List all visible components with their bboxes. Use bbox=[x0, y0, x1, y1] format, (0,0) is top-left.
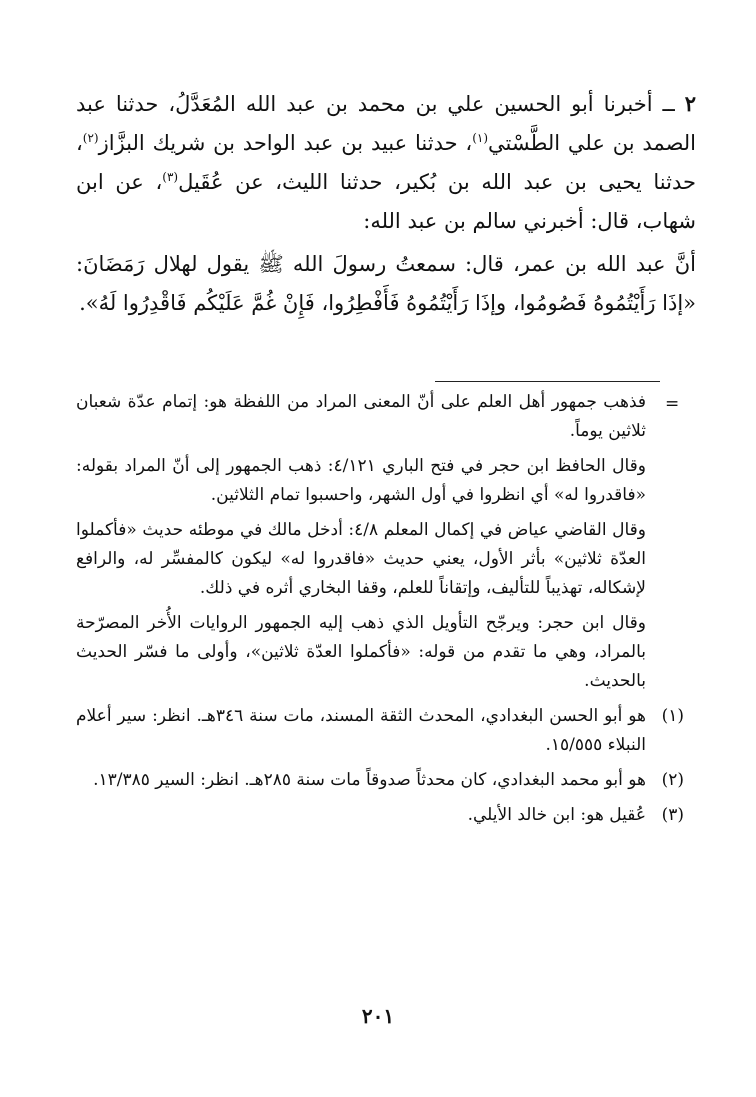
isnad-part-1: أخبرنا أبو الحسين علي بن محمد بن عبد الله المُعَدَّلُ، حدثنا عبد الصمد بن علي الطَّسْتي bbox=[76, 92, 697, 155]
footnote-continuation-3: وقال القاضي عياض في إكمال المعلم ٤/٨: أدخل مالك في موطئه حديث «فأكملوا العدّة ثلاثين» بأثر الأول، يعني حديث «فاقدروا له» ليكون كالمفسِّر له، والرافع لإشكاله، تهذيباً للتأليف، وإتقاناً للعلم، وقفا البخاري أثره في ذلك. bbox=[76, 520, 646, 598]
footnote-ref-1: (١) bbox=[472, 131, 489, 145]
footnote-ref-2: (٢) bbox=[82, 131, 99, 145]
footnote-ref-3: (٣) bbox=[162, 170, 179, 184]
hadith-dash: ــ bbox=[652, 92, 685, 116]
footnote-continuation-1: فذهب جمهور أهل العلم على أنّ المعنى المراد من اللفظة هو: إتمام عدّة شعبان ثلاثين يوماً. bbox=[76, 392, 646, 441]
continuation-mark: = bbox=[665, 394, 680, 414]
isnad-part-4: ، عن ابن شهاب، قال: أخبرني سالم بن عبد الله: bbox=[76, 170, 696, 233]
footnote-continuation-4: وقال ابن حجر: ويرجّح التأويل الذي ذهب إليه الجمهور الروايات الأُخر المصرّحة بالمراد، وهي ما تقدم من قوله: «فأكملوا العدّة ثلاثين»، وأولى ما فسّر الحديث بالحديث. bbox=[76, 613, 646, 691]
isnad-part-2: ، حدثنا عبيد بن عبد الواحد بن شريك البزَّاز bbox=[98, 131, 473, 155]
hadith-number: ٢ bbox=[684, 91, 696, 116]
hadith-matn: أنَّ عبد الله بن عمر، قال: سمعتُ رسولَ الله ﷺ يقول لهلال رَمَضَانَ: «إذَا رَأَيْتُمُوهُ فَصُومُوا، وإذَا رَأَيْتُمُوهُ فَأَفْطِرُوا، فَإِنْ غُمَّ عَلَيْكُم فَاقْدِرُوا لَهُ». bbox=[76, 252, 696, 315]
footnote-marker-2: (٢) bbox=[661, 770, 684, 790]
footnote-divider bbox=[435, 381, 660, 382]
footnotes bbox=[76, 388, 684, 830]
footnote-2 bbox=[76, 766, 684, 795]
footnote-1 bbox=[76, 702, 684, 760]
footnote-marker-1: (١) bbox=[661, 706, 684, 726]
footnote-text-1: هو أبو الحسن البغدادي، المحدث الثقة المسند، مات سنة ٣٤٦هـ. انظر: سير أعلام النبلاء ١٥/٥٥٥. bbox=[76, 706, 647, 755]
page-number: ٢٠١ bbox=[361, 1004, 395, 1028]
main-text bbox=[76, 84, 696, 323]
footnote-text-3: عُقيل هو: ابن خالد الأيلي. bbox=[467, 805, 646, 825]
hadith-isnad bbox=[76, 84, 696, 241]
footnote-3 bbox=[76, 801, 684, 830]
isnad-part-3: ، حدثنا يحيى بن عبد الله بن بُكير، حدثنا الليث، عن عُقَيل bbox=[76, 131, 696, 194]
footnote-continuation-2: وقال الحافظ ابن حجر في فتح الباري ٤/١٢١: ذهب الجمهور إلى أنّ المراد بقوله: «فاقدروا له» أي انظروا في أول الشهر، واحسبوا تمام الثلاثين. bbox=[76, 456, 646, 505]
footnote-text-2: هو أبو محمد البغدادي، كان محدثاً صدوقاً مات سنة ٢٨٥هـ. انظر: السير ١٣/٣٨٥. bbox=[93, 770, 646, 790]
footnote-marker-3: (٣) bbox=[661, 805, 684, 825]
